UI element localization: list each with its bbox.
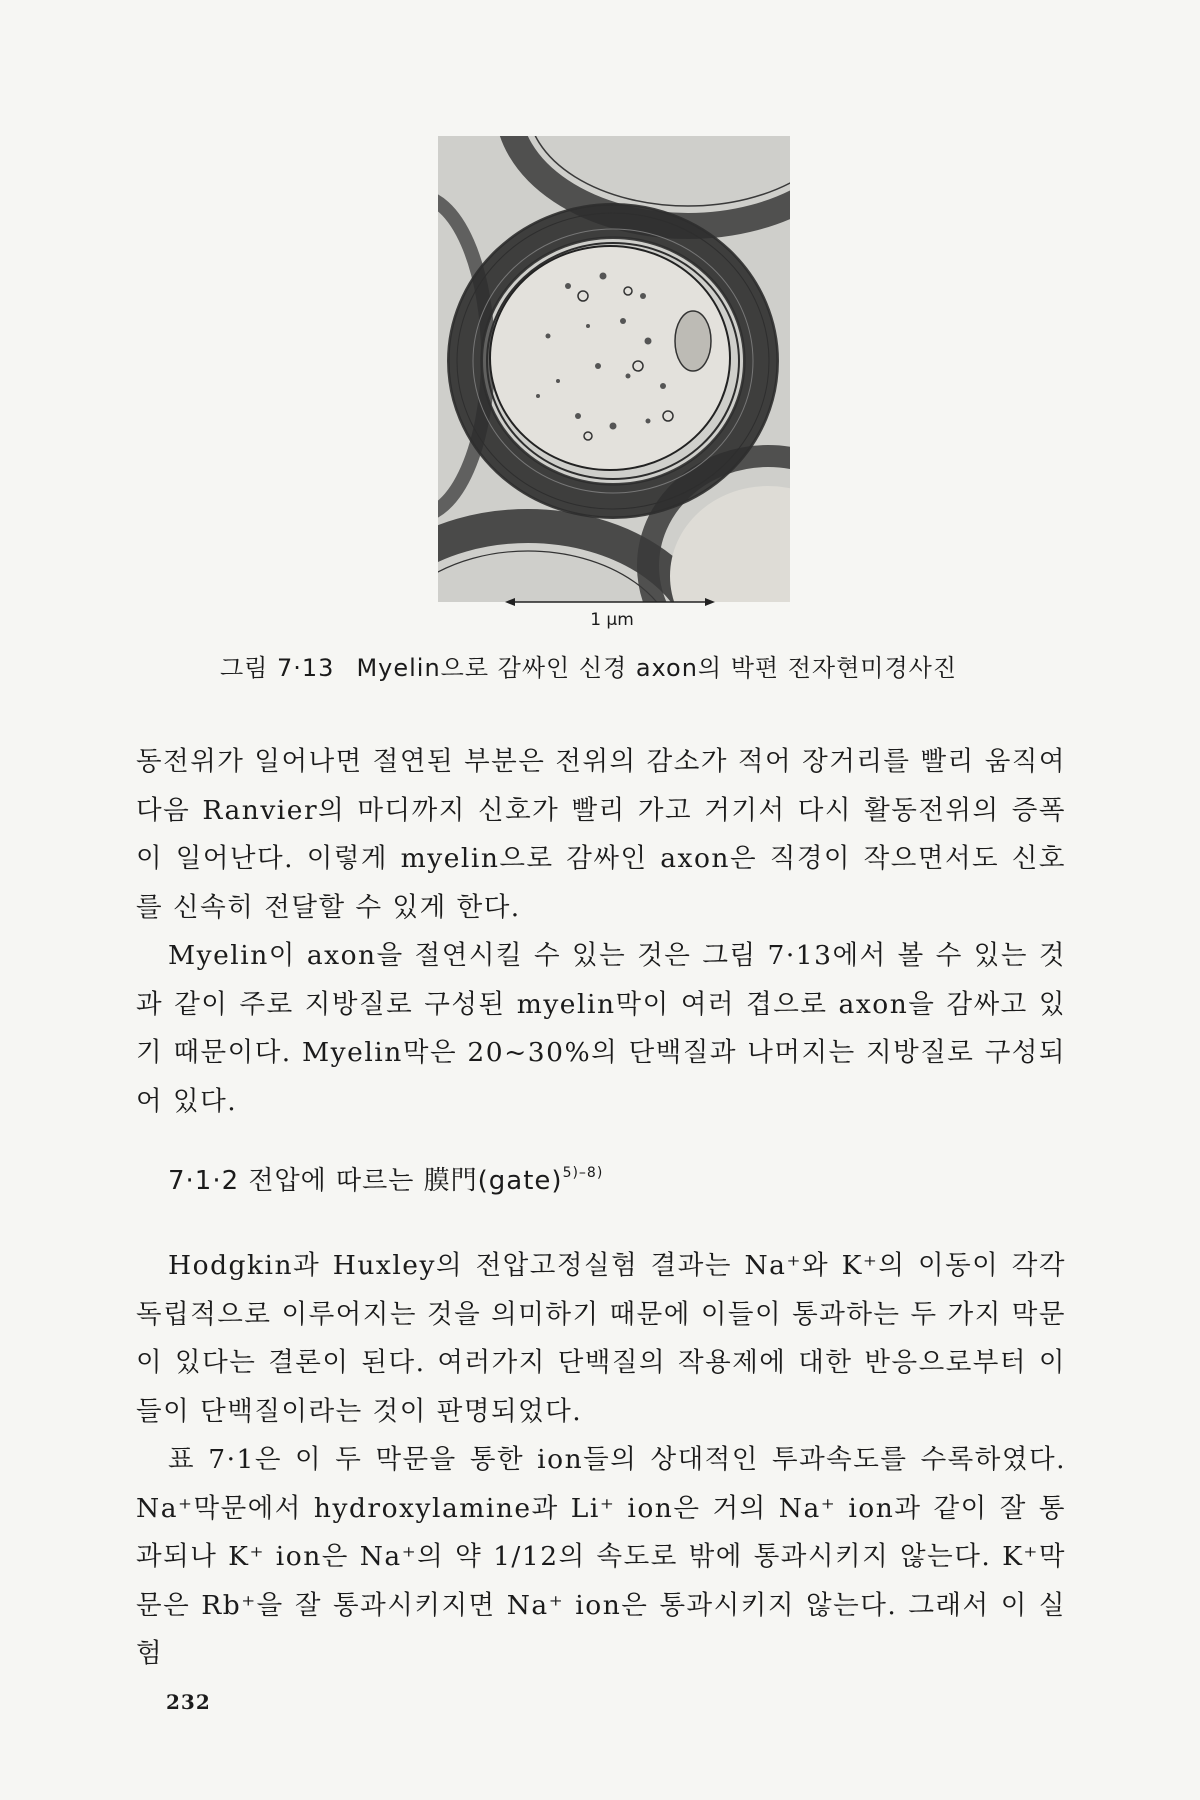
page-number: 232 [166, 1690, 211, 1714]
micrograph-illustration [438, 136, 790, 602]
paragraph-1: 동전위가 일어나면 절연된 부분은 전위의 감소가 적어 장거리를 빨리 움직여 다음 Ranvier의 마디까지 신호가 빨리 가고 거기서 다시 활동전위의 증폭이 일어난다. 이렇게 myelin으로 감싸인 axon은 직경이 작으면서도 신호를 신속히 전달할 수 있게 한다. [136, 746, 1066, 923]
scale-bar-arrow [505, 595, 715, 609]
section-refs: 5)–8) [562, 1165, 604, 1181]
section-title: 7·1·2 전압에 따르는 膜門(gate) [168, 1166, 563, 1196]
electron-micrograph [438, 136, 790, 602]
paragraph-3: Hodgkin과 Huxley의 전압고정실험 결과는 Na⁺와 K⁺의 이동이 각각 독립적으로 이루어지는 것을 의미하기 때문에 이들이 통과하는 두 가지 막문이 있다는 결론이 된다. 여러가지 단백질의 작용제에 대한 반응으로부터 이들이 단백질이라는 것이 판명되었다. [136, 1250, 1066, 1427]
figure-number: 그림 7·13 [220, 654, 335, 682]
figure-caption-text: Myelin으로 감싸인 신경 axon의 박편 전자현미경사진 [356, 654, 957, 682]
scale-label: 1 μm [590, 610, 634, 630]
paragraph-4: 표 7·1은 이 두 막문을 통한 ion들의 상대적인 투과속도를 수록하였다. Na⁺막문에서 hydroxylamine과 Li⁺ ion은 거의 Na⁺ ion과 같이 잘 통과되나 K⁺ ion은 Na⁺의 약 1/12의 속도로 밖에 통과시키지 않는다. K⁺막문은 Rb⁺을 잘 통과시키지면 Na⁺ ion은 통과시키지 않는다. 그래서 이 실험 [136, 1444, 1066, 1669]
figure-caption [220, 648, 1000, 683]
section-heading [168, 1160, 603, 1197]
paragraph-2: Myelin이 axon을 절연시킬 수 있는 것은 그림 7·13에서 볼 수 있는 것과 같이 주로 지방질로 구성된 myelin막이 여러 겹으로 axon을 감싸고 있기 때문이다. Myelin막은 20~30%의 단백질과 나머지는 지방질로 구성되어 있다. [136, 940, 1066, 1117]
